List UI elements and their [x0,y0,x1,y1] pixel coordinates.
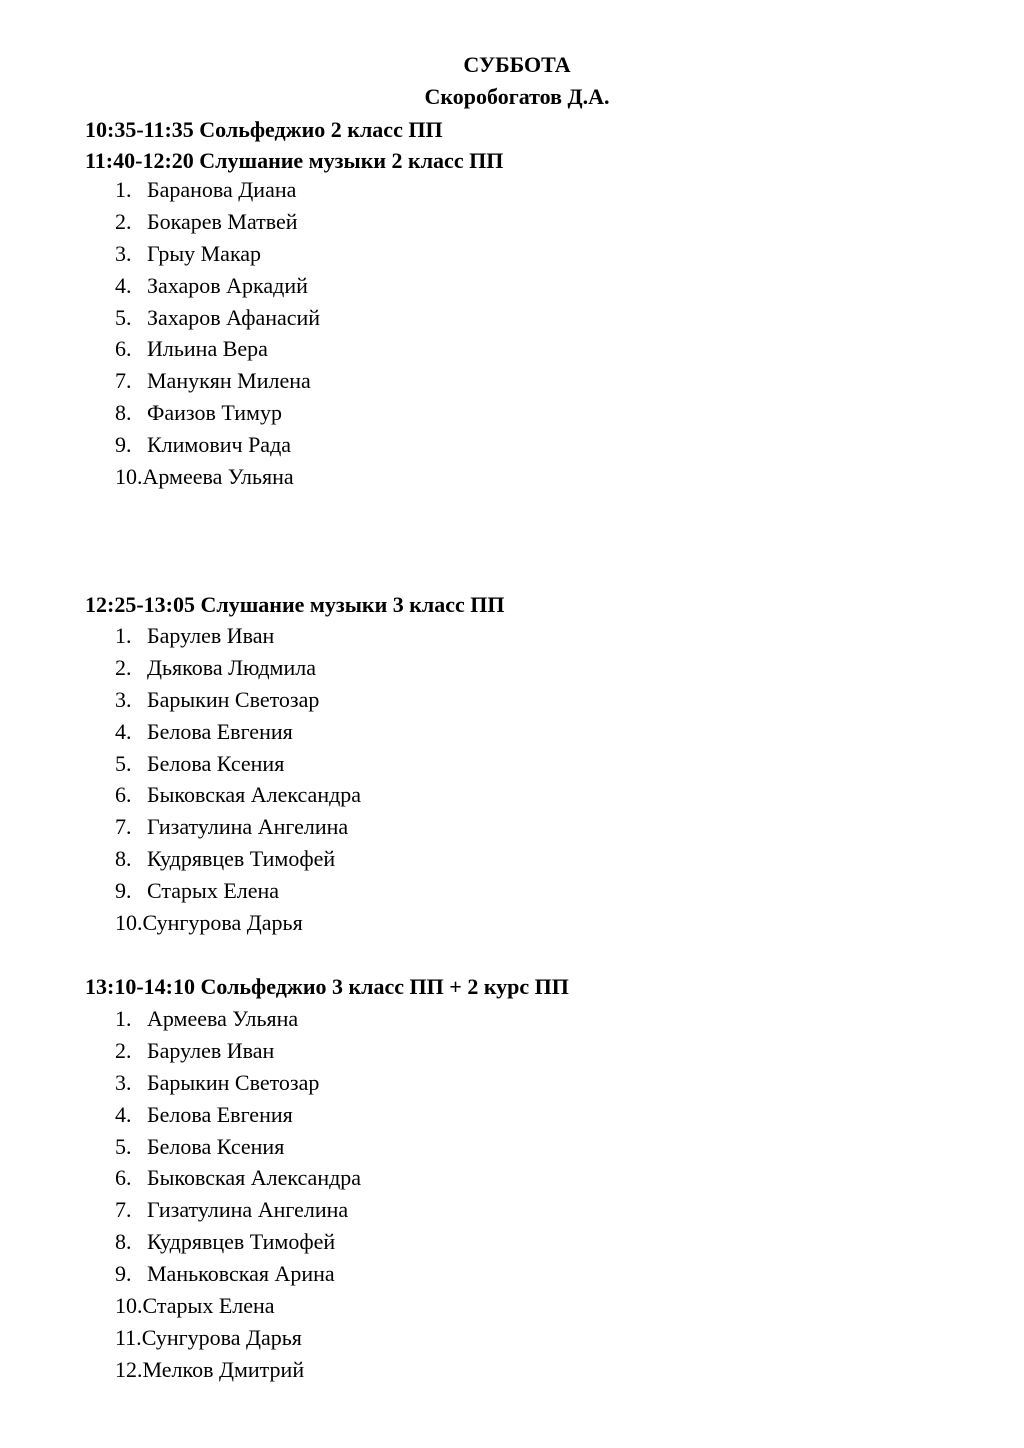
item-number: 5. [115,750,132,776]
student-name: Белова Ксения [147,750,285,776]
list-item [115,206,320,238]
student-name: Грыу Макар [147,240,262,266]
list-item [115,1354,361,1386]
student-name: Ильина Вера [147,336,268,362]
list-item [115,620,361,652]
student-name: Гизатулина Ангелина [147,1197,349,1223]
item-number: 5. [115,304,132,330]
item-number: 9. [115,432,132,458]
list-item [115,333,320,365]
list-item [115,238,320,270]
list-item [115,429,320,461]
list-item [115,875,361,907]
student-name: Белова Евгения [147,718,293,744]
student-name: Манукян Милена [147,368,311,394]
list-item [115,1258,361,1290]
list-item [115,1131,361,1163]
list-item [115,1162,361,1194]
student-name: Баранова Диана [147,177,297,202]
list-item [115,1194,361,1226]
item-number: 5. [115,1133,132,1159]
teacher-name: Скоробогатов Д.А. [424,84,610,109]
list-item [115,397,320,429]
section-header: 13:10-14:10 Сольфеджио 3 класс ПП + 2 курс ПП [85,974,569,999]
list-item [115,748,361,780]
item-number: 8. [115,1229,132,1255]
student-name: Бокарев Матвей [147,208,298,234]
list-item [115,270,320,302]
item-number: 1. [115,177,132,202]
page-title: СУББОТА [463,52,571,77]
item-number: 8. [115,846,132,872]
student-name: Барулев Иван [147,623,275,648]
section-header: 12:25-13:05 Слушание музыки 3 класс ПП [85,592,505,617]
list-item [115,1322,361,1354]
item-number: 10. [115,1293,143,1319]
item-number: 3. [115,240,132,266]
item-number: 7. [115,1197,132,1223]
list-item [115,365,320,397]
student-name: Белова Ксения [147,1133,285,1159]
item-number: 6. [115,782,132,808]
item-number: 4. [115,272,132,298]
item-number: 7. [115,368,132,394]
item-number: 6. [115,1165,132,1191]
student-name: Кудрявцев Тимофей [147,846,336,872]
list-item [115,1035,361,1067]
student-name: Старых Елена [142,1293,275,1319]
item-number: 2. [115,208,132,234]
item-number: 4. [115,718,132,744]
section-header: 11:40-12:20 Слушание музыки 2 класс ПП [85,148,504,173]
item-number: 7. [115,814,132,840]
item-number: 10. [115,910,143,936]
item-number: 2. [115,1037,132,1063]
student-list [115,620,361,939]
student-name: Быковская Александра [147,782,362,808]
student-name: Армеева Ульяна [147,1006,299,1031]
student-name: Захаров Афанасий [147,304,321,330]
student-name: Климович Рада [147,432,292,458]
student-name: Сунгурова Дарья [142,910,303,936]
student-name: Барулев Иван [147,1037,275,1063]
student-name: Армеева Ульяна [142,464,294,490]
student-name: Гизатулина Ангелина [147,814,349,840]
list-item [115,684,361,716]
student-list [115,174,320,493]
item-number: 9. [115,1261,132,1287]
item-number: 3. [115,686,132,712]
list-item [115,302,320,334]
student-name: Сунгурова Дарья [141,1324,302,1350]
student-name: Дьякова Людмила [147,654,316,680]
list-item [115,1003,361,1035]
student-name: Быковская Александра [147,1165,362,1191]
list-item [115,1099,361,1131]
list-item [115,716,361,748]
student-name: Кудрявцев Тимофей [147,1229,336,1255]
student-name: Маньковская Арина [147,1261,335,1287]
student-name: Белова Евгения [147,1101,293,1127]
item-number: 2. [115,654,132,680]
list-item [115,652,361,684]
list-item [115,907,361,939]
student-list [115,1003,361,1386]
list-item [115,461,320,493]
item-number: 10. [115,464,143,490]
list-item [115,174,320,206]
item-number: 1. [115,1006,132,1031]
item-number: 8. [115,400,132,426]
list-item [115,811,361,843]
item-number: 6. [115,336,132,362]
student-name: Фаизов Тимур [147,400,282,426]
item-number: 11. [115,1324,142,1350]
item-number: 9. [115,878,132,904]
student-name: Захаров Аркадий [147,272,308,298]
list-item [115,1290,361,1322]
list-item [115,1067,361,1099]
list-item [115,1226,361,1258]
item-number: 3. [115,1069,132,1095]
student-name: Старых Елена [147,878,280,904]
student-name: Барыкин Светозар [147,686,320,712]
item-number: 4. [115,1101,132,1127]
student-name: Барыкин Светозар [147,1069,320,1095]
item-number: 12. [115,1356,143,1382]
item-number: 1. [115,623,132,648]
list-item [115,779,361,811]
list-item [115,843,361,875]
student-name: Мелков Дмитрий [142,1356,305,1382]
section-header: 10:35-11:35 Сольфеджио 2 класс ПП [85,117,443,142]
